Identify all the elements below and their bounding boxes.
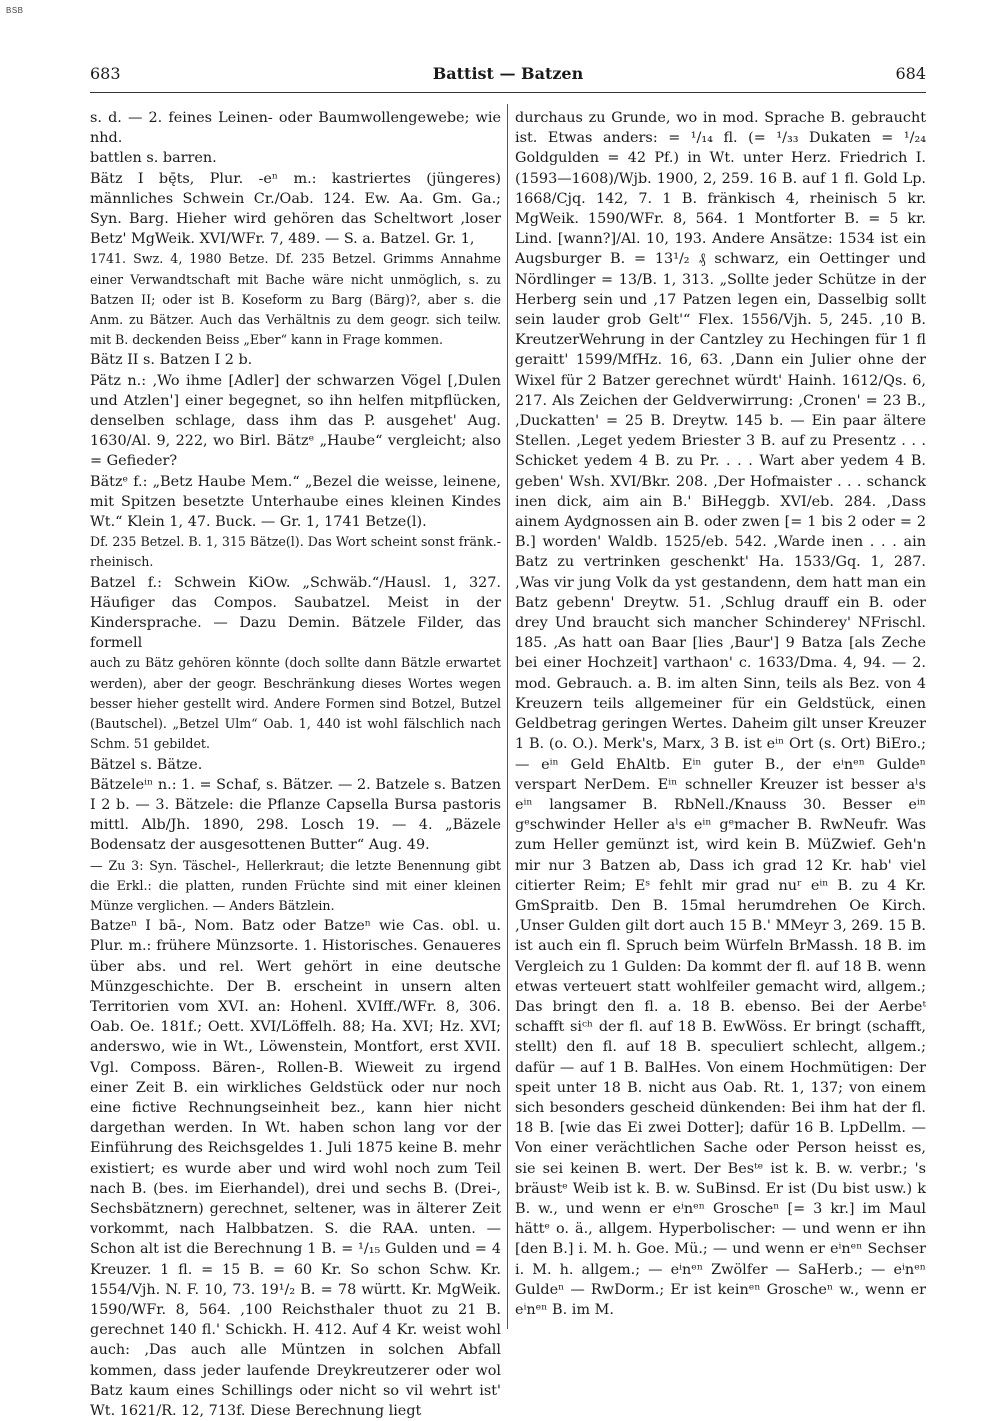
running-header	[90, 64, 926, 88]
entry-note: 1741. Swz. 4, 1980 Betze. Df. 235 Betzel. Grimms Annahme einer Verwandtschaft mit Bache wäre nicht unmöglich, s. zu Batzen II; oder ist B. Koseform zu Barg (Bärg)?, aber s. die Anm. zu Bätzer. Auch das Verhältnis zu dem geogr. sich teilw. mit B. deckenden Beiss „Eber“ kann in Frage kommen.	[90, 251, 501, 348]
entry-paragraph: battlen s. barren.	[90, 150, 217, 167]
entry-paragraph: s. d. — 2. feines Leinen- oder Baumwollengewebe; wie nhd.	[90, 110, 501, 147]
right-column	[515, 108, 926, 1333]
entry-note: Df. 235 Betzel. B. 1, 315 Bätze(l). Das Wort scheint sonst fränk.-rheinisch.	[90, 534, 501, 570]
page-number-left: 683	[90, 64, 121, 83]
entry-paragraph: durchaus zu Grunde, wo in mod. Sprache B. gebraucht ist. Etwas anders: = ¹/₁₄ fl. (= ¹/₃₃ Dukaten = ¹/₂₄ Goldgulden = 42 Pf.) in Wt. unter Herz. Friedrich I. (1593—1608)/Wjb. 1900, 2, 259. 16 B. auf 1 fl. Gold Lp. 1668/Cjq. 142, 7. 1 B. fränkisch 4, rheinisch 5 kr. MgWeik. 1590/WFr. 8, 564. 1 Montforter B. = 5 kr. Lind. [wann?]/Al. 10, 193. Andere Ansätze: 1534 ist ein Augsburger B. = 13¹/₂ ₰ schwarz, ein Oettinger und Nördlinger = 13/B. 1, 313. „Sollte jeder Schütze in der Herberg sein und ‚17 Patzen legen ein, Dasselbig sollt sein lauder grob Gelt'“ Flex. 1556/Vjh. 5, 245. ‚10 B. KreutzerWehrung in der Cantzley zu Hechingen für 1 fl geraitt' 1599/MfHz. 16, 63. ‚Dann ein Julier ohne der Wixel für 2 Batzer gerechnet würdt' Hainh. 1612/Qs. 6, 217. Als Zeichen der Geldverwirrung: ‚Cronen' = 23 B., ‚Duckatten' = 25 B. Dreytw. 145 b. — Ein paar ältere Stellen. ‚Leget yedem Briester 3 B. auf zu Presentz . . . Schicket yedem 4 B. zu Pr. . . . Wart aber yedem 4 B. geben' Wsh. XVI/Bkr. 208. ‚Der Hofmaister . . . schanck inen dick, aim ain B.' BiHeggb. XVI/eb. 284. ‚Dass ainem Aydgnossen ain B. oder zwen [= 1 bis 2 oder = 2 B.] worden' Waldb. 1525/eb. 542. ‚Warde inen . . . ain Batz zu vertrinken geschenkt' Ha. 1533/Gq. 1, 287. ‚Was vir jung Volk da yst gestandenn, dem hatt man ein Batz gebenn' Dreytw. 51. ‚Schlug drauff ein B. oder drey Und braucht sich mancher Schinderey' NFrischl. 185. ‚As hatt oan Baar [lies ‚Baur'] 9 Batza [als Zeche bei einer Hochzeit] varthaon' c. 1633/Dma. 4, 94. — 2. mod. Gebrauch. a. B. im alten Sinn, teils als Bez. von 4 Kreuzern teils allgemeiner für ein Geldstück, einen Geldbetrag geringen Wertes. Daheim gilt unser Kreuzer 1 B. (o. O.). Merk's, Marx, 3 B. ist eⁱⁿ Ort (s. Ort) BiEro.; — eⁱⁿ Geld EhAltb. Eⁱⁿ guter B., der eⁱnᵉⁿ Guldeⁿ verspart NerDem. Eⁱⁿ schneller Kreuzer ist besser aˡs eⁱⁿ langsamer B. RbNell./Knauss 30. Besser eⁱⁿ gᵉschwinder Heller aˡs eⁱⁿ gᵉmacher B. RwNeufr. Was zum Heller gemünzt ist, wird kein B. MüZwief. Geh'n mir nur 3 Batzen ab, Dass ich grad 12 Kr. hab' viel citierter Reim; Eˢ fehlt mir grad nuʳ eⁱⁿ B. zu 4 Kr. GmSpraitb. Den B. 15mal herumdrehen Oe Kirch. ‚Unser Gulden gilt dort auch 15 B.' MMeyr 3, 269. 15 B. ist auch ein fl. Spruch beim Würfeln BrMassh. 18 B. im Vergleich zu 1 Gulden: Da kommt der fl. auf 18 B. wenn etwas verteuert statt wohlfeiler gemacht wird, allgem.; Das bringt den fl. a. 18 B. ebenso. Bei der Aerbeᵗ schafft siᶜʰ der fl. auf 18 B. EwWöss. Er bringt (schafft, stellt) den fl. auf 18 B. speculiert schlecht, allgem.; dafür — auf 1 B. BalHes. Von einem Hochmütigen: Der speit unter 18 B. nicht aus Oab. Rt. 1, 137; von einem sich besonders gescheid dünkenden: Bei ihm hat der fl. 18 B. [wie das Ei zwei Dotter]; dafür 16 B. LpDellm. — Von einer verächtlichen Sache oder Person heisst es, sie sei keinen B. wert. Der Besᵗᵉ ist k. B. w. verbr.; 's bräustᵉ Weib ist k. B. w. SuBinsd. Er ist (Du bist usw.) k B. w., und wenn er eⁱnᵉⁿ Groscheⁿ [= 3 kr.] im Maul hättᵉ o. ä., allgem. Hyperbolischer: — und wenn er ihn [den B.] i. M. h. Goe. Mü.; — und wenn er eⁱnᵉⁿ Sechser i. M. h. allgem.; — eⁱnᵉⁿ Zwölfer — SaHerb.; — eⁱnᵉⁿ Guldeⁿ — RwDorm.; Er ist keinᵉⁿ Groscheⁿ w., wenn er eⁱnᵉⁿ B. im M.	[515, 110, 926, 1318]
entry-paragraph: Bätzel s. Bätze.	[90, 756, 203, 773]
entry-note: auch zu Bätz gehören könnte (doch sollte dann Bätzle erwartet werden), aber der geogr. Beschränkung dieses Wortes wegen besser hieher gestellt wird. Andere Formen sind Botzel, Butzel (Bautschel). „Betzel Ulm“ Oab. 1, 440 ist wohl fälschlich nach Schm. 51 gebildet.	[90, 655, 501, 752]
running-head-title: Battist — Batzen	[432, 64, 584, 83]
column-divider	[507, 104, 508, 1329]
left-column	[90, 108, 501, 1419]
entry-paragraph: Batzel f.: Schwein KiOw. „Schwäb.“/Hausl. 1, 327. Häufiger das Compos. Saubatzel. Meist in der Kindersprache. — Dazu Demin. Bätzele Filder, das formell	[90, 574, 501, 652]
library-stamp: BSB	[6, 6, 24, 15]
entry-paragraph: Pätz n.: ‚Wo ihme [Adler] der schwarzen Vögel [‚Dulen und Atzlen'] einer begegnet, so ihn helfen mitpflücken, denselben schlage, dass ihm das P. ausgehet' Aug. 1630/Al. 9, 222, wo Birl. Bätzᵉ „Haube“ vergleicht; also = Gefieder?	[90, 372, 501, 470]
page-number-right: 684	[895, 64, 926, 83]
entry-paragraph: Bätzᵉ f.: „Betz Haube Mem.“ „Bezel die weisse, leinene, mit Spitzen besetzte Unterhaube eines kleinen Kindes Wt.“ Klein 1, 47. Buck. — Gr. 1, 1741 Betze(l).	[90, 473, 501, 531]
entry-paragraph: Bätzeleⁱⁿ n.: 1. = Schaf, s. Bätzer. — 2. Batzele s. Batzen I 2 b. — 3. Bätzele: die Pflanze Capsella Bursa pastoris mittl. Alb/Jh. 1890, 298. Losch 19. — 4. „Bäzele Bodensatz der ausgesottenen Butter“ Aug. 49.	[90, 776, 501, 854]
entry-paragraph: Batzeⁿ I bā-, Nom. Batz oder Batzeⁿ wie Cas. obl. u. Plur. m.: frühere Münzsorte. 1. Historisches. Genaueres über abs. und rel. Wert gehört in eine deutsche Münzgeschichte. Der B. erscheint in unsern alten Territorien vom XVI. an: Hohenl. XVIff./WFr. 8, 306. Oab. Oe. 181f.; Oett. XVI/Löffelh. 88; Ha. XVI; Hz. XVI; anderswo, wie in Wt., Löwenstein, Montfort, erst XVII. Vgl. Composs. Bären-, Rollen-B. Wieweit zu irgend einer Zeit B. ein wirkliches Geldstück oder nur noch eine fictive Rechnungseinheit bez., kann hier nicht dargethan werden. In Wt. haben schon lang vor der Einführung des Reichsgeldes 1. Juli 1875 keine B. mehr existiert; es wurde aber und wird wohl noch zum Teil nach B. (bes. im Eierhandel), drei und sechs B. (Drei-, Sechsbätznern) gerechnet, seltener, was in älterer Zeit vorkommt, nach Halbbatzen. S. die RAA. unten. — Schon alt ist die Berechnung 1 B. = ¹/₁₅ Gulden und = 4 Kreuzer. 1 fl. = 15 B. = 60 Kr. So schon Schw. Kr. 1554/Vjh. N. F. 10, 73. 19¹/₂ B. = 78 württ. Kr. MgWeik. 1590/WFr. 8, 564. ‚100 Reichsthaler thuot zu 21 B. gerechnet 140 fl.' Schickh. H. 412. Auf 4 Kr. weist wohl auch: ‚Das auch alle Müntzen in solchen Abfall kommen, dass jeder laufende Dreykreutzerer oder wol Batz kaum eines Schillings oder nicht so vil wehrt ist' Wt. 1621/R. 12, 713f. Diese Berechnung liegt	[90, 918, 501, 1419]
header-rule	[90, 92, 926, 93]
entry-note: — Zu 3: Syn. Täschel-, Hellerkraut; die letzte Benennung gibt die Erkl.: die platten, runden Früchte sind mit einer kleinen Münze verglichen. — Anders Bätzlein.	[90, 857, 501, 913]
entry-paragraph: Bätz II s. Batzen I 2 b.	[90, 352, 253, 369]
entry-paragraph: Bätz I bę̄ts, Plur. -eⁿ m.: kastriertes (jüngeres) männliches Schwein Cr./Oab. 124. Ew. Aa. Gm. Ga.; Syn. Barg. Hieher wird gehören das Scheltwort ‚loser Betz' MgWeik. XVI/WFr. 7, 489. — S. a. Batzel. Gr. 1,	[90, 170, 501, 248]
